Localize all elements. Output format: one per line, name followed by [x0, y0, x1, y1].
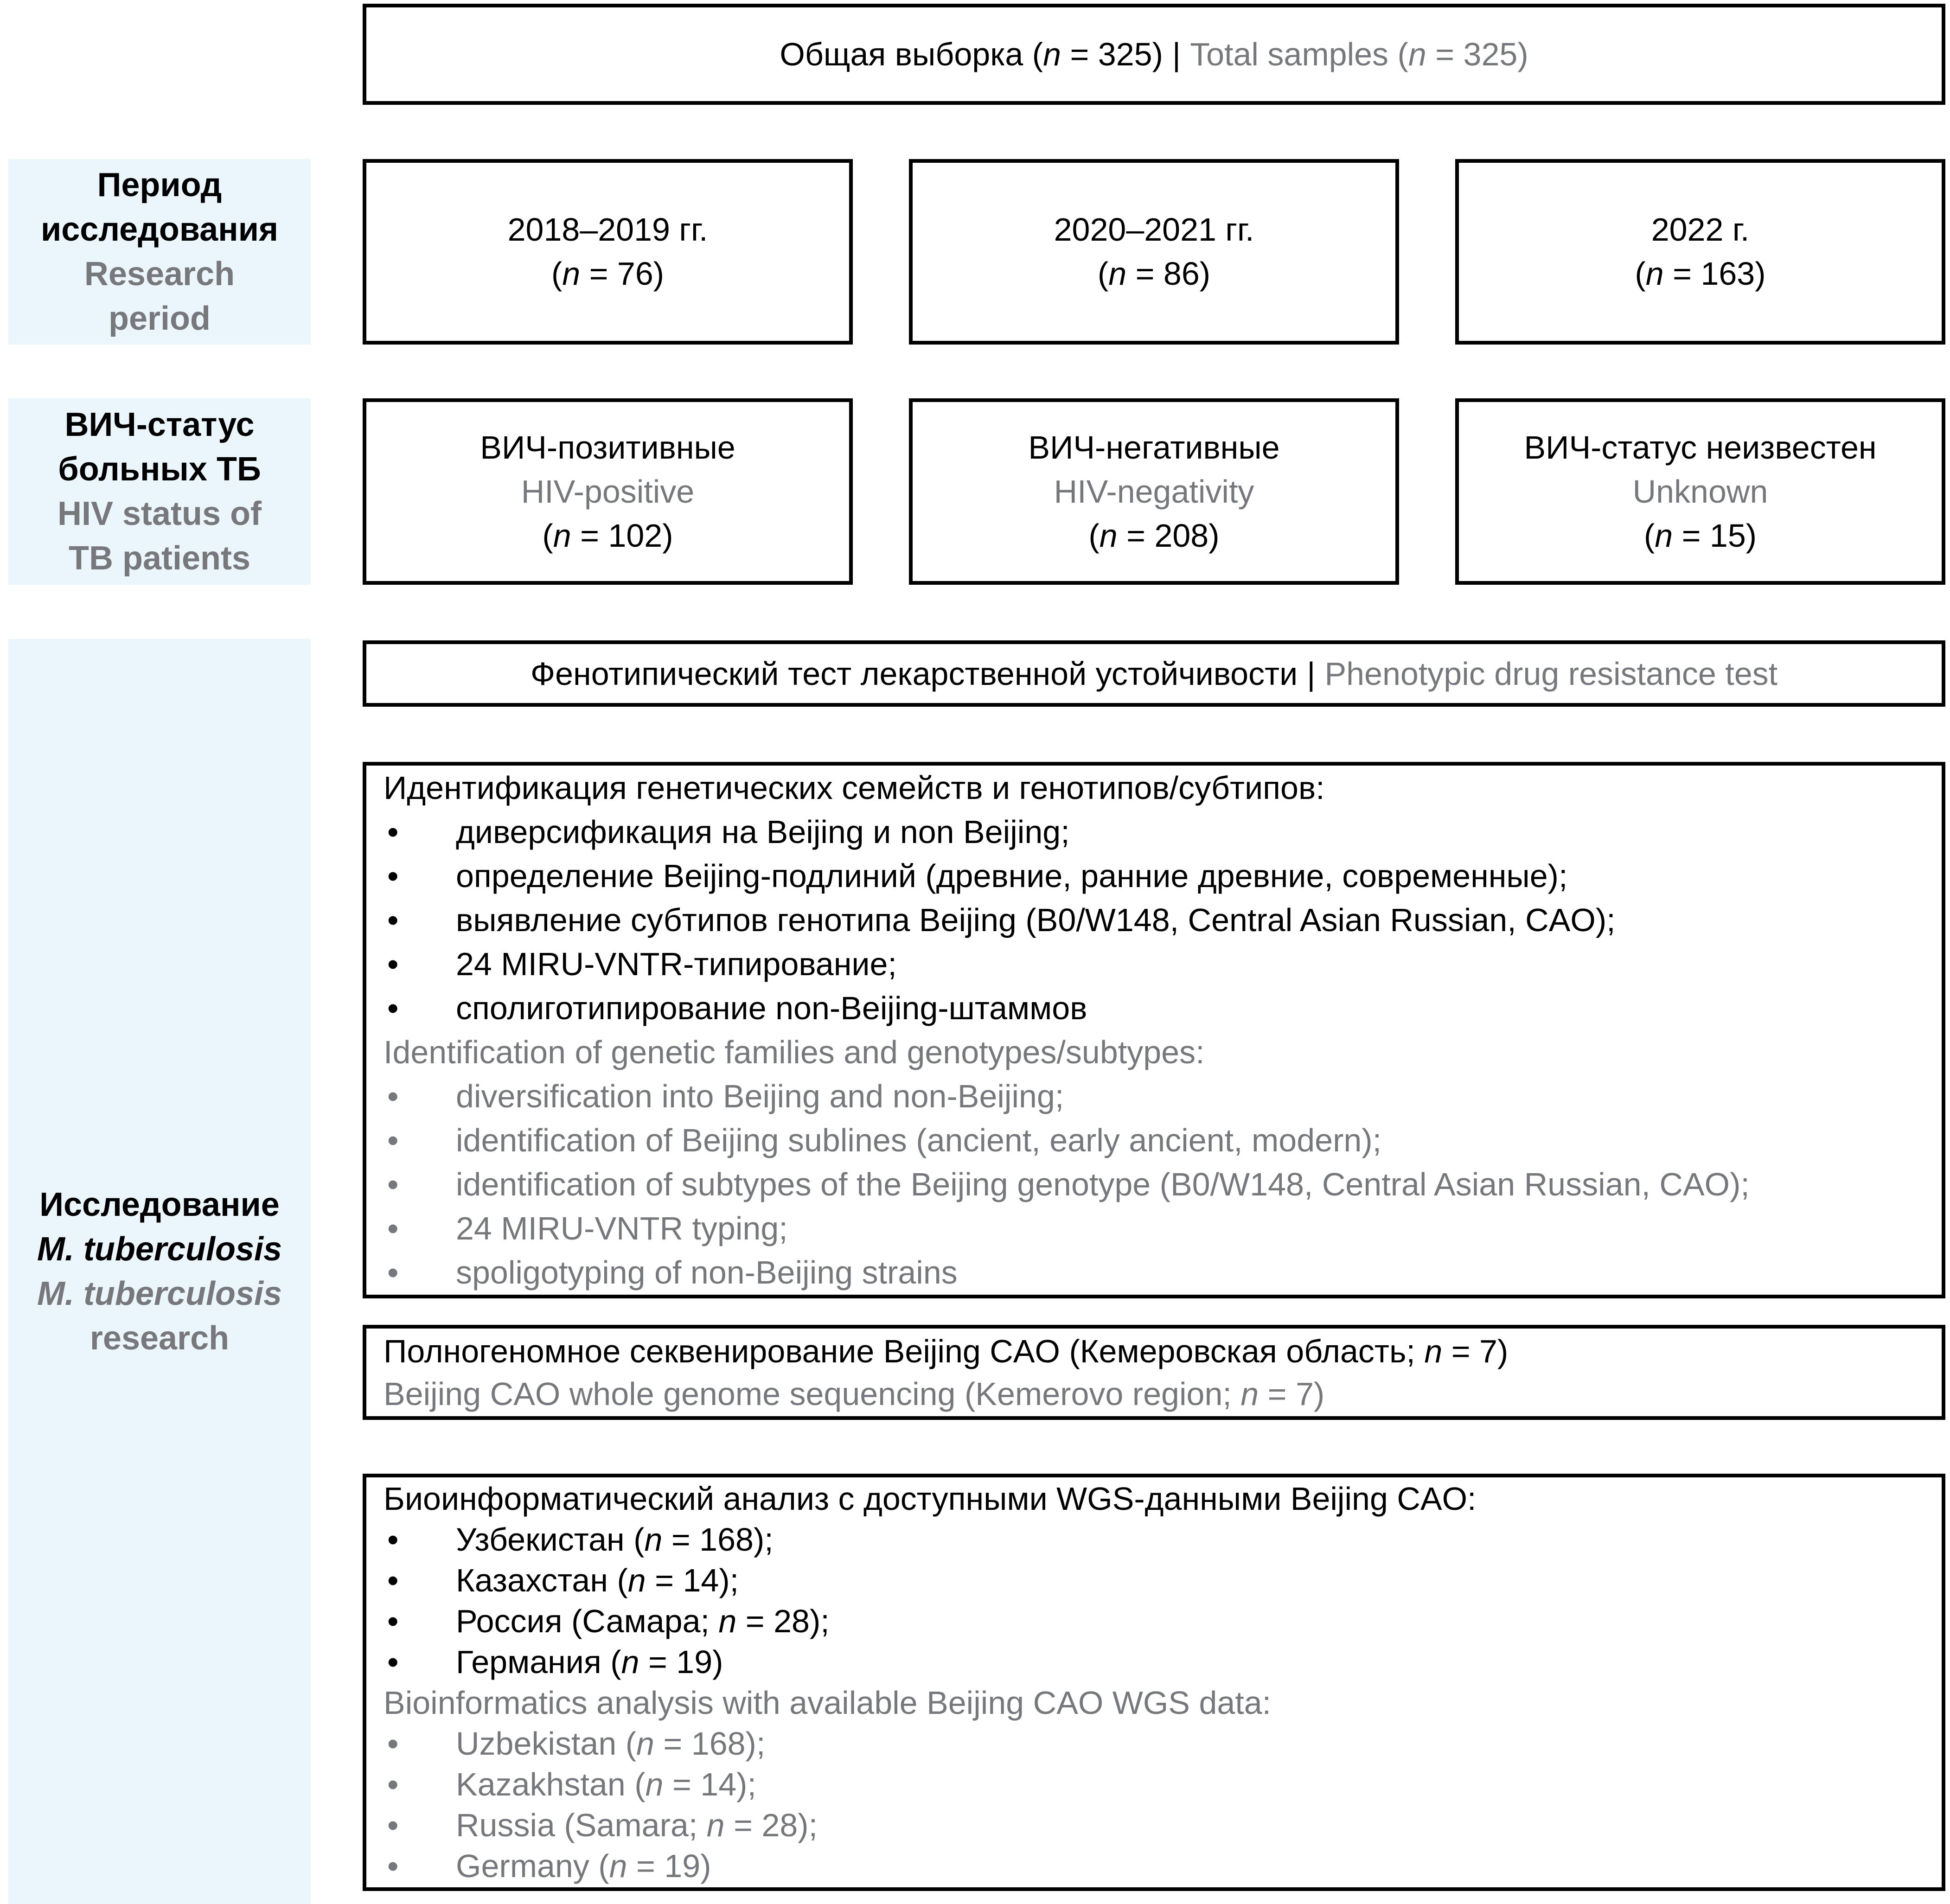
bioinformatics-list-ru — [384, 1519, 1924, 1682]
wgs-box — [363, 1325, 1945, 1420]
identification-heading-en: Identification of genetic families and genotypes/subtypes: — [384, 1034, 1205, 1070]
hiv-box-en: Unknown — [1632, 473, 1768, 510]
list-item: • Германия (n = 19) — [384, 1642, 1924, 1682]
period-box-2018-2019 — [363, 159, 853, 345]
panel-label-ru: исследования — [41, 211, 278, 248]
research-period-row — [363, 159, 1945, 345]
panel-label-ru-species: M. tuberculosis — [37, 1231, 282, 1268]
list-item: • 24 MIRU-VNTR-типирование; — [384, 942, 1924, 986]
total-samples-ru: Общая выборка (n = 325) — [780, 36, 1163, 72]
hiv-box-n: (n = 102) — [542, 517, 673, 554]
list-item: • identification of Beijing sublines (ancient, early ancient, modern); — [384, 1118, 1924, 1163]
sidebar-panel-hiv-status — [8, 398, 311, 585]
hiv-box-ru: ВИЧ-негативные — [1028, 429, 1280, 466]
bioinformatics-heading-ru: Биоинформатический анализ с доступными WGS-данными Beijing CAO: — [384, 1481, 1477, 1517]
hiv-box-en: HIV-negativity — [1054, 473, 1254, 510]
hiv-box-n: (n = 208) — [1088, 517, 1220, 554]
phenotypic-test-ru: Фенотипический тест лекарственной устойчивости — [530, 655, 1298, 692]
list-item: • identification of subtypes of the Beijing genotype (B0/W148, Central Asian Russian, CAO); — [384, 1163, 1924, 1207]
sidebar-panel-mtb-research — [8, 639, 311, 1904]
hiv-negative-box — [909, 398, 1399, 585]
sidebar-panel-research-period — [8, 159, 311, 345]
bioinformatics-box — [363, 1474, 1945, 1891]
period-label: 2018–2019 гг. — [507, 211, 708, 248]
list-item: • diversification into Beijing and non-Beijing; — [384, 1074, 1924, 1118]
panel-label-ru: больных ТБ — [58, 451, 261, 488]
bioinformatics-list-en — [384, 1723, 1924, 1886]
period-box-2020-2021 — [909, 159, 1399, 345]
list-item: • выявление субтипов генотипа Beijing (B0/W148, Central Asian Russian, CAO); — [384, 898, 1924, 942]
panel-label-en: research — [90, 1320, 230, 1357]
hiv-box-en: HIV-positive — [521, 473, 695, 510]
list-item: • Казахстан (n = 14); — [384, 1560, 1924, 1601]
identification-list-ru — [384, 810, 1924, 1030]
period-n: (n = 163) — [1635, 256, 1766, 292]
list-item: • 24 MIRU-VNTR typing; — [384, 1207, 1924, 1251]
period-box-2022 — [1455, 159, 1945, 345]
list-item: • Россия (Самара; n = 28); — [384, 1601, 1924, 1642]
panel-label-en: Research — [84, 256, 235, 293]
panel-label-ru: ВИЧ-статус — [64, 406, 255, 443]
identification-list-en — [384, 1074, 1924, 1295]
phenotypic-test-en: Phenotypic drug resistance test — [1324, 655, 1778, 692]
phenotypic-test-box — [363, 640, 1945, 707]
list-item: • Kazakhstan (n = 14); — [384, 1764, 1924, 1805]
bioinformatics-heading-en: Bioinformatics analysis with available Beijing CAO WGS data: — [384, 1685, 1272, 1721]
list-item: • Uzbekistan (n = 168); — [384, 1723, 1924, 1764]
identification-box — [363, 762, 1945, 1298]
hiv-status-row — [363, 398, 1945, 585]
panel-label-ru: Период — [97, 166, 222, 204]
period-label: 2020–2021 гг. — [1054, 211, 1254, 248]
language-divider: | — [1172, 36, 1181, 72]
identification-heading-ru: Идентификация генетических семейств и генотипов/субтипов: — [384, 769, 1325, 806]
list-item: • Germany (n = 19) — [384, 1846, 1924, 1886]
period-n: (n = 76) — [551, 256, 665, 292]
wgs-en: Beijing CAO whole genome sequencing (Kemerovo region; n = 7) — [384, 1375, 1325, 1412]
hiv-positive-box — [363, 398, 853, 585]
list-item: • сполиготипирование non-Beijing-штаммов — [384, 986, 1924, 1030]
total-samples-box — [363, 4, 1945, 105]
hiv-box-n: (n = 15) — [1643, 517, 1757, 554]
list-item: • Узбекистан (n = 168); — [384, 1519, 1924, 1560]
hiv-unknown-box — [1455, 398, 1945, 585]
period-n: (n = 86) — [1097, 256, 1211, 292]
list-item: • определение Beijing-подлиний (древние, ранние древние, современные); — [384, 854, 1924, 898]
panel-label-en-species: M. tuberculosis — [37, 1275, 282, 1312]
list-item: • spoligotyping of non-Beijing strains — [384, 1251, 1924, 1295]
list-item: • Russia (Samara; n = 28); — [384, 1805, 1924, 1846]
panel-label-en: TB patients — [68, 540, 251, 577]
total-samples-en: Total samples (n = 325) — [1190, 36, 1528, 72]
wgs-ru: Полногеномное секвенирование Beijing CAO (Кемеровская область; n = 7) — [384, 1333, 1509, 1369]
panel-label-ru: Исследование — [39, 1186, 280, 1223]
panel-label-en: HIV status of — [57, 495, 262, 532]
hiv-box-ru: ВИЧ-статус неизвестен — [1524, 429, 1877, 466]
language-divider: | — [1307, 655, 1316, 692]
hiv-box-ru: ВИЧ-позитивные — [480, 429, 735, 466]
period-label: 2022 г. — [1651, 211, 1750, 248]
panel-label-en: period — [108, 300, 211, 337]
list-item: • диверсификация на Beijing и non Beijing; — [384, 810, 1924, 854]
